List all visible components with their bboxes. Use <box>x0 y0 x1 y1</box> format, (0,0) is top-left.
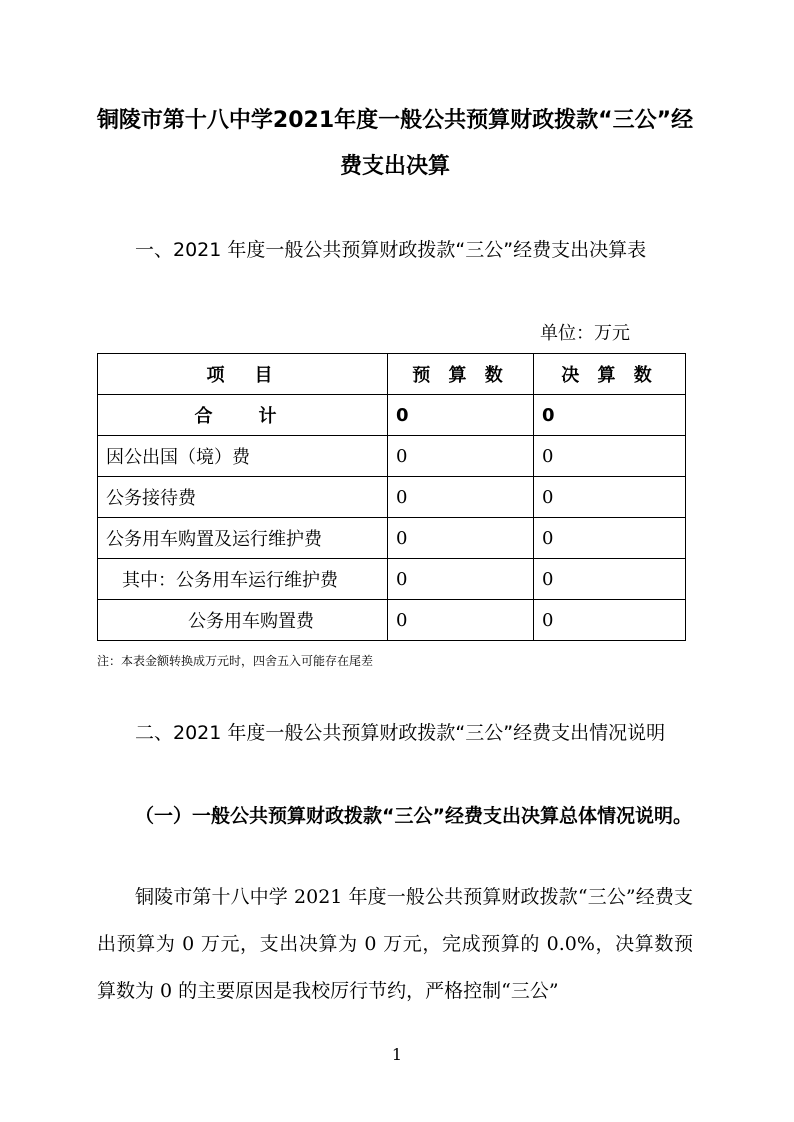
row-label: 公务用车购置费 <box>98 600 388 641</box>
row-final: 0 <box>534 518 686 559</box>
row-final: 0 <box>534 436 686 477</box>
body-paragraph: 铜陵市第十八中学 2021 年度一般公共预算财政拨款“三公”经费支出预算为 0 万元，支出决算为 0 万元，完成预算的 0.0%，决算数预算数为 0 的主要原因是我校厉行节约，严格控制“三公” <box>97 886 693 1002</box>
section2-heading: 二、2021 年度一般公共预算财政拨款“三公”经费支出情况说明 <box>135 722 666 744</box>
header-item: 项 目 <box>98 354 388 395</box>
row-final: 0 <box>534 559 686 600</box>
row-label: 公务用车购置及运行维护费 <box>98 518 388 559</box>
row-budget: 0 <box>388 559 534 600</box>
row-label: 其中：公务用车运行维护费 <box>98 559 388 600</box>
row-final: 0 <box>534 600 686 641</box>
row-label: 因公出国（境）费 <box>98 436 388 477</box>
row-final: 0 <box>534 477 686 518</box>
section1-heading: 一、2021 年度一般公共预算财政拨款“三公”经费支出决算表 <box>135 239 647 261</box>
table-note: 注：本表金额转换成万元时，四舍五入可能存在尾差 <box>97 654 374 668</box>
row-budget: 0 <box>388 518 534 559</box>
table-row <box>98 559 686 600</box>
page-number: 1 <box>391 1045 403 1064</box>
row-final: 0 <box>534 395 686 436</box>
row-budget: 0 <box>388 600 534 641</box>
row-label: 公务接待费 <box>98 477 388 518</box>
table-row <box>98 518 686 559</box>
document-title: 铜陵市第十八中学2021年度一般公共预算财政拨款“三公”经费支出决算 <box>96 108 694 179</box>
row-budget: 0 <box>388 436 534 477</box>
subsection1-heading: （一）一般公共预算财政拨款“三公”经费支出决算总体情况说明。 <box>135 805 692 827</box>
header-final: 决 算 数 <box>534 354 686 395</box>
unit-label: 单位：万元 <box>540 323 630 344</box>
budget-table <box>97 353 686 641</box>
header-budget: 预 算 数 <box>388 354 534 395</box>
table-row <box>98 436 686 477</box>
row-budget: 0 <box>388 477 534 518</box>
row-budget: 0 <box>388 395 534 436</box>
row-label: 合 计 <box>98 395 388 436</box>
table-row <box>98 477 686 518</box>
table-row <box>98 600 686 641</box>
table-header-row <box>98 354 686 395</box>
table-row-total <box>98 395 686 436</box>
